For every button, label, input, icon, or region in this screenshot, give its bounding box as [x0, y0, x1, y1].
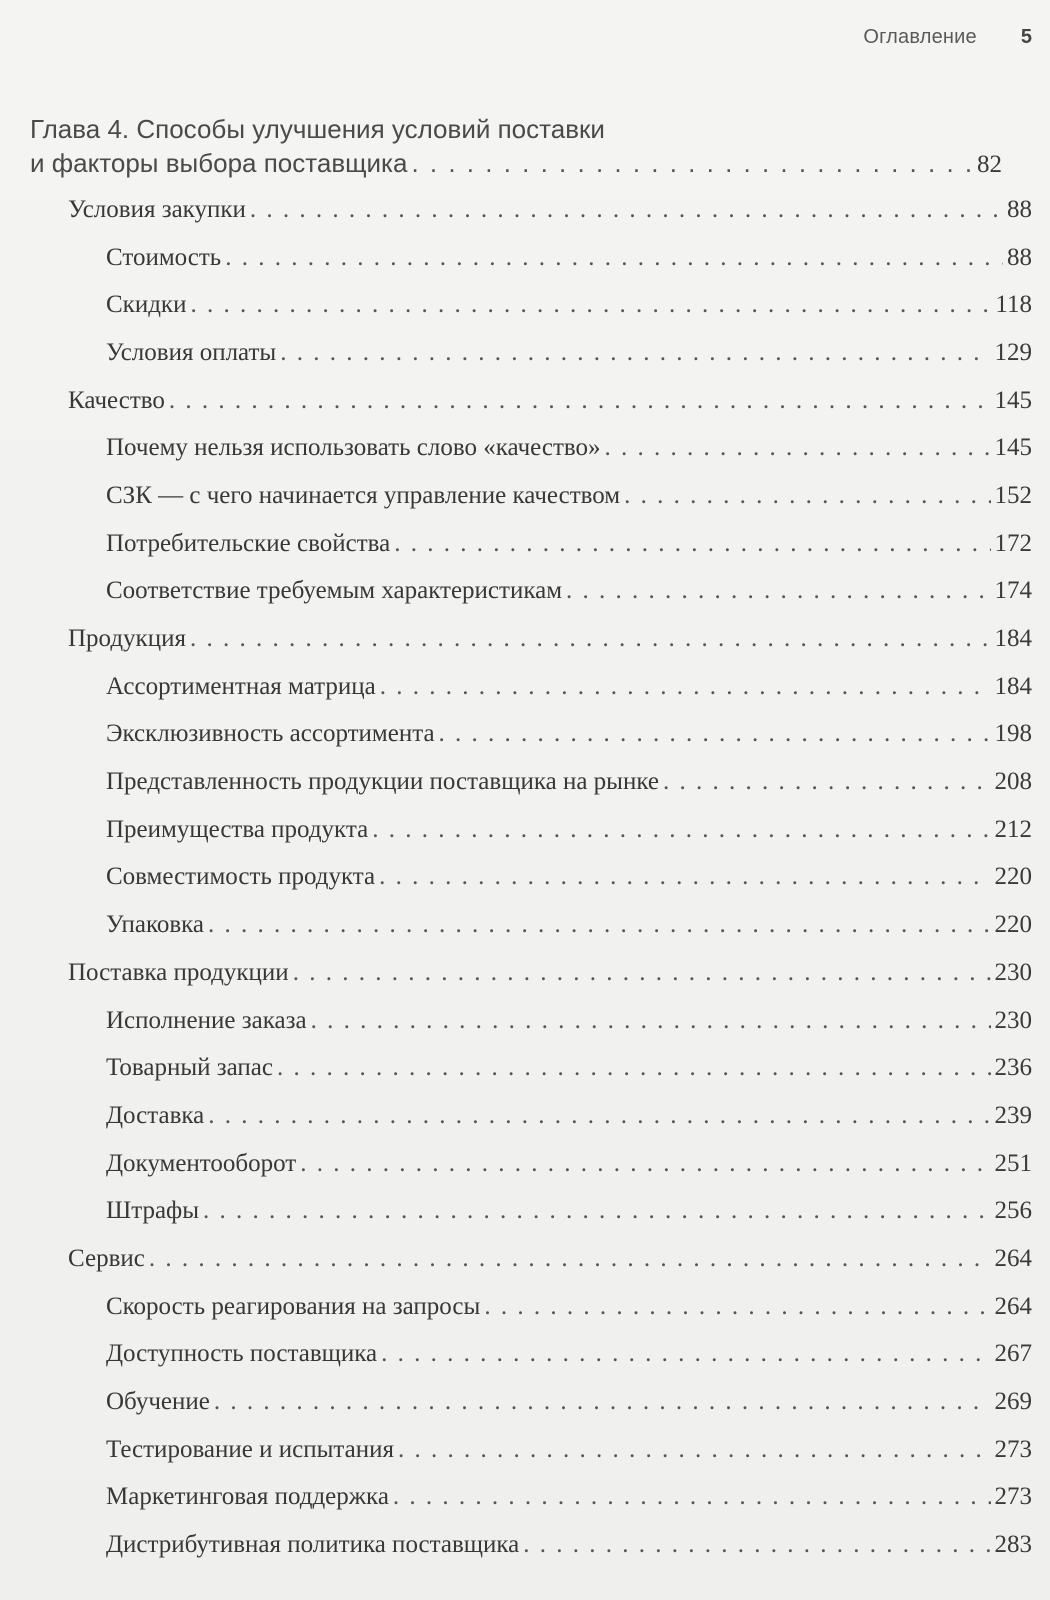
toc-entry-page-number: 239	[994, 1101, 1032, 1129]
toc-entry-page-number: 220	[994, 863, 1032, 891]
toc-section-entry	[0, 949, 1050, 997]
dot-leader	[149, 1245, 991, 1273]
toc-entry-title: Соответствие требуемым характеристикам	[106, 577, 563, 605]
toc-entry-page-number: 88	[1007, 243, 1032, 271]
toc-entry-page-number: 220	[994, 911, 1032, 939]
dot-leader	[190, 291, 991, 319]
toc-subsection-entry	[0, 854, 1050, 902]
toc-entry-page-number: 269	[994, 1388, 1032, 1416]
toc-entry-page-number: 283	[994, 1531, 1032, 1559]
toc-subsection-entry	[0, 1521, 1050, 1569]
running-head	[863, 22, 1032, 52]
toc-section-entry	[0, 377, 1050, 425]
toc-entry-title: Документооборот	[106, 1149, 297, 1177]
toc-subsection-entry	[0, 1187, 1050, 1235]
dot-leader	[523, 1531, 990, 1559]
toc-entry-page-number: 198	[994, 720, 1032, 748]
toc-line	[106, 281, 1032, 329]
toc-entry-title: Преимущества продукта	[106, 815, 369, 843]
toc-entry-title: Товарный запас	[106, 1054, 273, 1082]
toc-line	[106, 1092, 1032, 1140]
toc-subsection-entry	[0, 758, 1050, 806]
toc-entry-page-number: 251	[994, 1149, 1032, 1177]
toc-line	[106, 472, 1032, 520]
toc-entry-page-number: 264	[994, 1292, 1032, 1320]
toc-entry-title: Штрафы	[106, 1197, 200, 1225]
dot-leader	[439, 720, 991, 748]
toc-line	[106, 1426, 1032, 1474]
toc-entry-title: Поставка продукции	[68, 958, 289, 986]
dot-leader	[394, 530, 990, 558]
dot-leader	[380, 673, 991, 701]
toc-entry-page-number: 129	[994, 338, 1032, 366]
toc-entry-title: Сервис	[68, 1244, 145, 1272]
toc-entry-page-number: 230	[994, 958, 1032, 986]
toc-entry-page-number: 236	[994, 1054, 1032, 1082]
dot-leader	[624, 482, 990, 510]
toc-entry-page-number: 184	[994, 625, 1032, 653]
toc-entry-page-number: 184	[994, 672, 1032, 700]
toc-subsection-entry	[0, 806, 1050, 854]
toc-subsection-entry	[0, 1331, 1050, 1379]
chapter-title-line1: Глава 4. Способы улучшения условий поставки	[30, 114, 605, 144]
toc-subsection-entry	[0, 663, 1050, 711]
running-head-section: Оглавление	[863, 25, 977, 48]
toc-line	[106, 568, 1032, 616]
toc-line	[106, 234, 1032, 282]
toc-line	[106, 997, 1032, 1045]
toc-subsection-entry	[0, 711, 1050, 759]
dot-leader	[411, 146, 973, 180]
toc-entry-page-number: 212	[994, 815, 1032, 843]
toc-entry-title: СЗК — с чего начинается управление качеством	[106, 481, 621, 509]
dot-leader	[169, 387, 991, 415]
toc-section-entry	[0, 186, 1050, 234]
toc-line	[68, 377, 1032, 425]
toc-entry-title: Дистрибутивная политика поставщика	[106, 1531, 520, 1559]
toc-subsection-entry	[0, 281, 1050, 329]
toc-entry-title: Почему нельзя использовать слово «качество»	[106, 434, 601, 462]
toc-subsection-entry	[0, 1140, 1050, 1188]
toc-entry-title: Исполнение заказа	[106, 1006, 307, 1034]
toc-entry-title: Эксклюзивность ассортимента	[106, 720, 435, 748]
toc-entry-page-number: 172	[994, 529, 1032, 557]
toc-line	[106, 1521, 1032, 1569]
toc-line	[68, 186, 1032, 234]
toc-entry-title: Условия оплаты	[106, 338, 277, 366]
toc-entry-page-number: 273	[994, 1435, 1032, 1463]
toc-entry-page-number: 230	[994, 1006, 1032, 1034]
toc-line	[106, 901, 1032, 949]
toc-entry-title: Скидки	[106, 291, 187, 319]
toc-entry-page-number: 267	[994, 1340, 1032, 1368]
toc-subsection-entry	[0, 1378, 1050, 1426]
dot-leader	[566, 577, 990, 605]
toc-subsection-entry	[0, 234, 1050, 282]
toc-entry-page-number: 273	[994, 1483, 1032, 1511]
toc-line	[106, 1044, 1032, 1092]
toc-line	[106, 1187, 1032, 1235]
dot-leader	[277, 1054, 991, 1082]
toc-line	[106, 1331, 1032, 1379]
dot-leader	[605, 434, 991, 462]
dot-leader	[214, 1388, 991, 1416]
toc-subsection-entry	[0, 901, 1050, 949]
toc-subsection-entry	[0, 472, 1050, 520]
toc-entry-title: Продукция	[68, 625, 186, 653]
toc-subsection-entry	[0, 568, 1050, 616]
dot-leader	[311, 1007, 991, 1035]
dot-leader	[293, 959, 991, 987]
toc-entry-title: Ассортиментная матрица	[106, 672, 376, 700]
toc-entry-page-number: 208	[994, 768, 1032, 796]
toc-entry-title: Упаковка	[106, 911, 205, 939]
toc-line	[68, 615, 1032, 663]
dot-leader	[190, 625, 991, 653]
dot-leader	[250, 196, 1003, 224]
toc-line	[106, 329, 1032, 377]
toc-entry-title: Скорость реагирования на запросы	[106, 1292, 481, 1320]
toc-entry-title: Качество	[68, 386, 165, 414]
toc-entry-title: Условия закупки	[68, 195, 246, 223]
toc-line	[106, 663, 1032, 711]
dot-leader	[484, 1293, 990, 1321]
toc-line	[68, 1235, 1032, 1283]
toc-line	[106, 424, 1032, 472]
page-number: 5	[1020, 25, 1032, 48]
dot-leader	[280, 339, 990, 367]
toc-entry-title: Доступность поставщика	[106, 1340, 378, 1368]
dot-leader	[372, 816, 990, 844]
toc-subsection-entry	[0, 424, 1050, 472]
toc-subsection-entry	[0, 1044, 1050, 1092]
toc-line	[68, 949, 1032, 997]
dot-leader	[208, 911, 990, 939]
toc-subsection-entry	[0, 1426, 1050, 1474]
toc-line	[106, 1283, 1032, 1331]
toc-entries	[0, 186, 1050, 1569]
toc-subsection-entry	[0, 997, 1050, 1045]
chapter-entry	[30, 112, 1020, 182]
dot-leader	[379, 863, 990, 891]
toc-subsection-entry	[0, 1283, 1050, 1331]
toc-line	[106, 806, 1032, 854]
toc-entry-title: Маркетинговая поддержка	[106, 1483, 389, 1511]
toc-entry-title: Потребительские свойства	[106, 529, 391, 557]
toc-subsection-entry	[0, 329, 1050, 377]
dot-leader	[393, 1483, 991, 1511]
toc-line	[106, 1378, 1032, 1426]
toc-line	[106, 854, 1032, 902]
toc-entry-page-number: 256	[994, 1197, 1032, 1225]
chapter-title-line2: и факторы выбора поставщика	[30, 148, 408, 178]
toc-entry-title: Доставка	[106, 1101, 205, 1129]
dot-leader	[225, 244, 1003, 272]
toc-entry-page-number: 145	[994, 386, 1032, 414]
toc-entry-title: Представленность продукции поставщика на рынке	[106, 768, 659, 796]
toc-line	[106, 520, 1032, 568]
toc-entry-page-number: 264	[994, 1244, 1032, 1272]
toc-line	[106, 1474, 1032, 1522]
toc-section-entry	[0, 1235, 1050, 1283]
toc-section-entry	[0, 615, 1050, 663]
toc-line	[106, 1140, 1032, 1188]
toc-line	[106, 758, 1032, 806]
dot-leader	[203, 1197, 990, 1225]
chapter-title-line2-row	[30, 146, 1020, 182]
toc-subsection-entry	[0, 1474, 1050, 1522]
dot-leader	[398, 1436, 991, 1464]
chapter-page-number: 82	[977, 151, 1002, 178]
toc-entry-title: Тестирование и испытания	[106, 1435, 394, 1463]
toc-subsection-entry	[0, 520, 1050, 568]
dot-leader	[300, 1150, 990, 1178]
toc-entry-page-number: 118	[995, 291, 1032, 319]
toc-subsection-entry	[0, 1092, 1050, 1140]
toc-entry-page-number: 145	[994, 434, 1032, 462]
toc-entry-page-number: 152	[994, 481, 1032, 509]
dot-leader	[663, 768, 991, 796]
toc-entry-title: Обучение	[106, 1388, 210, 1416]
toc-line	[106, 711, 1032, 759]
toc-entry-title: Стоимость	[106, 243, 222, 271]
dot-leader	[381, 1340, 990, 1368]
dot-leader	[208, 1102, 990, 1130]
toc-entry-page-number: 88	[1007, 195, 1032, 223]
toc-entry-title: Совместимость продукта	[106, 863, 376, 891]
toc-entry-page-number: 174	[994, 577, 1032, 605]
